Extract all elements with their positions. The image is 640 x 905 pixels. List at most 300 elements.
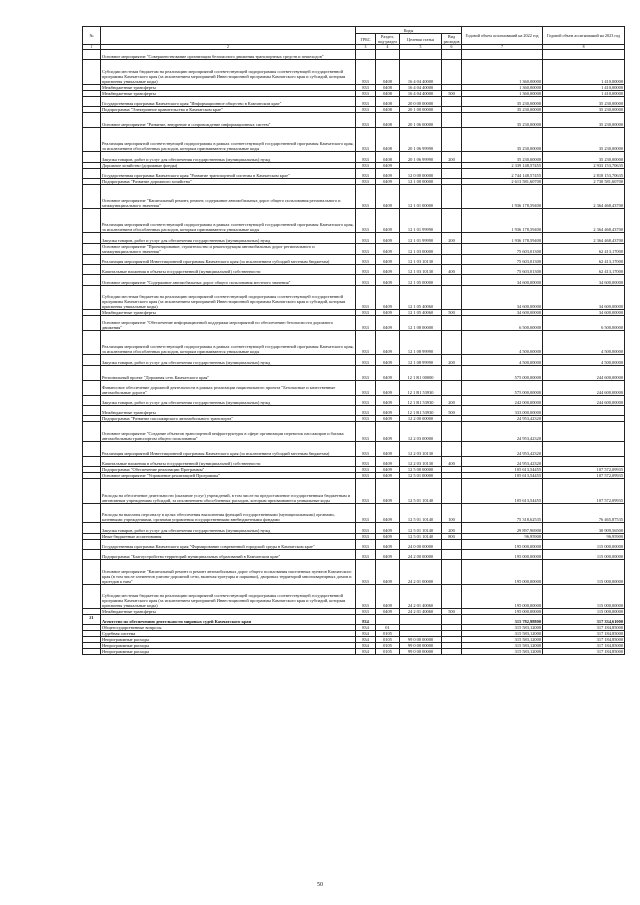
amount-2023: 317 184,85000 [543, 649, 625, 655]
target-code: 12 1 05 40060 [400, 310, 442, 316]
column-number-cell: 4 [376, 45, 400, 50]
section-code: 0409 [376, 310, 400, 316]
row-name: Реализация мероприятий соответствующей подпрограммы в рамках соответствующей государственной программы Камчатского края, за исключением обособленных расходов, которым присваиваются уникальные коды [101, 209, 356, 233]
target-header: Целевая статья [400, 34, 442, 45]
row-name: Межбюджетные трансферты [101, 406, 356, 416]
amount-2022: 29 897,96900 [462, 523, 543, 533]
grbs-code: 833 [356, 162, 376, 168]
expense-type-code: 500 [442, 90, 462, 96]
row-number [83, 275, 101, 285]
row-number [83, 503, 101, 523]
section-code: 0409 [376, 533, 400, 539]
expense-type-code [442, 380, 462, 395]
row-number [83, 243, 101, 254]
amount-2023: 62 413,17000 [543, 265, 625, 275]
row-number [83, 584, 101, 608]
row-name: Основное мероприятие "Управление реализацией Программы" [101, 473, 356, 479]
target-code: 12 1 R1 53930 [400, 395, 442, 405]
target-code: 12 1 R1 53930 [400, 406, 442, 416]
amount-2022: 35 230,00000 [462, 152, 543, 162]
amount-2022: 35 230,00000 [462, 96, 543, 106]
expense-type-code: 100 [442, 503, 462, 523]
expense-type-code [442, 479, 462, 503]
amount-2022: 105 613,54455 [462, 467, 543, 473]
table-row [83, 233, 625, 243]
amount-2023: 4 500,00000 [543, 355, 625, 365]
section-code: 0408 [376, 96, 400, 106]
amount-2023: 244 600,00000 [543, 395, 625, 405]
amount-2022: 195 000,00000 [462, 549, 543, 559]
page-number: 50 [317, 882, 323, 888]
section-code: 0409 [376, 265, 400, 275]
grbs-code: 833 [356, 112, 376, 127]
amount-2022: 333 000,00000 [462, 406, 543, 416]
target-code: 20 0 00 00000 [400, 96, 442, 106]
row-number [83, 365, 101, 380]
amount-2022: 195 000,00000 [462, 539, 543, 549]
amount-2023: 2 364 468,43700 [543, 184, 625, 208]
codes-header: Коды [356, 27, 462, 34]
row-number [83, 355, 101, 365]
grbs-code: 833 [356, 168, 376, 178]
section-code: 0409 [376, 467, 400, 473]
target-code: 99 0 00 00000 [400, 649, 442, 655]
section-header: Раздел, под-раздел [376, 34, 400, 45]
amount-2023: 244 600,00000 [543, 380, 625, 395]
amount-2023: 107 572,09935 [543, 479, 625, 503]
amount-2023: 6 500,00000 [543, 316, 625, 331]
expense-type-code: 200 [442, 152, 462, 162]
grbs-code: 833 [356, 395, 376, 405]
section-code: 0408 [376, 84, 400, 90]
amount-2023: 35 230,00000 [543, 96, 625, 106]
target-code: 12 1 03 10130 [400, 254, 442, 264]
grbs-code: 833 [356, 331, 376, 355]
table-row [83, 406, 625, 416]
row-name: Закупка товаров, работ и услуг для обеспечения государственных (муниципальных) нужд [101, 152, 356, 162]
target-code: 12 1 08 00000 [400, 316, 442, 331]
amount-2023: 317 334,61000 [543, 614, 625, 624]
row-number [83, 422, 101, 442]
amount-2022: 35 230,00000 [462, 127, 543, 151]
amount-2022: 96,95900 [462, 533, 543, 539]
grbs-code: 833 [356, 254, 376, 264]
target-code: 20 1 06 99990 [400, 152, 442, 162]
expense-type-code: 200 [442, 355, 462, 365]
amount-2023: 2 730 581,60700 [543, 178, 625, 184]
target-code: 12 5 00 00000 [400, 467, 442, 473]
grbs-code: 833 [356, 243, 376, 254]
expense-type-code: 500 [442, 406, 462, 416]
amount-2022: 1 936 178,59400 [462, 209, 543, 233]
grbs-code: 833 [356, 355, 376, 365]
row-name: Основное мероприятие "Создание объектов транспортной инфраструктуры в сфере организации перевозок пассажиров и багажа автомобильным транспортом общего пользования" [101, 422, 356, 442]
amount-2022: 34 600,00000 [462, 285, 543, 309]
grbs-code: 833 [356, 96, 376, 106]
grbs-code [356, 50, 376, 60]
amount-2023: 35 230,00000 [543, 112, 625, 127]
expense-type-code: 500 [442, 310, 462, 316]
amount-2022: 195 000,00000 [462, 560, 543, 584]
table-row [83, 549, 625, 559]
target-code: 24 2 00 00000 [400, 549, 442, 559]
amount-2023: 34 600,00000 [543, 310, 625, 316]
section-code: 0409 [376, 168, 400, 178]
table-row [83, 316, 625, 331]
target-code: 12 0 00 00000 [400, 168, 442, 178]
row-name: Расходы на обеспечение деятельности (оказание услуг) учреждений, в том числе на предоставление государственным бюджетным и автономным учреждениям субсидий, за исключением обособленных расходов, которым присваиваются уникальные коды [101, 479, 356, 503]
expense-type-code [442, 285, 462, 309]
section-code: 0105 [376, 643, 400, 649]
grbs-code: 833 [356, 584, 376, 608]
grbs-code: 834 [356, 614, 376, 624]
section-code: 0409 [376, 178, 400, 184]
section-code: 0409 [376, 355, 400, 365]
row-name: Подпрограмма "Развитие пассажирского автомобильного транспорта" [101, 416, 356, 422]
row-number [83, 254, 101, 264]
expense-type-code [442, 127, 462, 151]
amount-2023: 76 465,87535 [543, 503, 625, 523]
grbs-code: 833 [356, 539, 376, 549]
amount-2023: 244 600,00000 [543, 365, 625, 380]
expense-type-code [442, 112, 462, 127]
grbs-code: 833 [356, 106, 376, 112]
expense-type-code [442, 50, 462, 60]
row-name: Финансовое обеспечение дорожной деятельности в рамках реализации национального проекта "Безопасные и качественные автомобильные дороги" [101, 380, 356, 395]
expense-type-code [442, 442, 462, 457]
col-no-header: № [83, 27, 101, 45]
row-number [83, 457, 101, 467]
expense-type-code [442, 584, 462, 608]
row-name: Агентство по обеспечению деятельности мировых судей Камчатского края [101, 614, 356, 624]
section-code: 0409 [376, 365, 400, 380]
grbs-code: 833 [356, 416, 376, 422]
amount-2023: 34 600,00000 [543, 275, 625, 285]
amount-2022: 35 230,00000 [462, 112, 543, 127]
amount-2022: 105 613,54455 [462, 479, 543, 503]
amount-2022: 315 782,98800 [462, 614, 543, 624]
target-code: 12 5 01 00000 [400, 473, 442, 479]
grbs-code: 833 [356, 275, 376, 285]
column-number-cell: 5 [400, 45, 442, 50]
row-name: Реализация мероприятий соответствующей подпрограммы в рамках соответствующей государственной программы Камчатского края, за исключением обособленных расходов, которым присваиваются уникальные коды [101, 331, 356, 355]
grbs-code: 833 [356, 467, 376, 473]
target-code: 12 1 01 00000 [400, 184, 442, 208]
table-row [83, 395, 625, 405]
target-code [400, 50, 442, 60]
amount-2022: 4 500,00000 [462, 355, 543, 365]
table-row [83, 442, 625, 457]
row-name: Иные бюджетные ассигнования [101, 533, 356, 539]
row-name: Межбюджетные трансферты [101, 608, 356, 614]
amount-2022: 75 603,01300 [462, 254, 543, 264]
row-name: Региональный проект "Дорожная сеть Камчатского края" [101, 365, 356, 380]
row-name: Основное мероприятие "Развитие, внедрение и сопровождение информационных систем" [101, 112, 356, 127]
amount-2022: 75 318,62535 [462, 503, 543, 523]
table-row [83, 127, 625, 151]
grbs-code: 833 [356, 310, 376, 316]
row-name: Межбюджетные трансферты [101, 84, 356, 90]
row-number [83, 442, 101, 457]
section-code: 0409 [376, 608, 400, 614]
target-code: 24 2 01 40060 [400, 584, 442, 608]
section-code: 0409 [376, 442, 400, 457]
column-number-cell: 6 [442, 45, 462, 50]
table-row [83, 243, 625, 254]
expense-type-code: 400 [442, 265, 462, 275]
table-row [83, 479, 625, 503]
grbs-code: 833 [356, 60, 376, 84]
grbs-code: 833 [356, 479, 376, 503]
target-code: 12 2 03 10130 [400, 442, 442, 457]
amount-2023: 115 000,00000 [543, 539, 625, 549]
row-number [83, 479, 101, 503]
target-code: 12 1 R1 00000 [400, 365, 442, 380]
row-number [83, 60, 101, 84]
amount-2022: 6 500,00000 [462, 316, 543, 331]
table-row [83, 152, 625, 162]
amount-2022: 242 000,00000 [462, 395, 543, 405]
table-row [83, 209, 625, 233]
row-number [83, 549, 101, 559]
section-code: 0105 [376, 637, 400, 643]
section-code: 0408 [376, 112, 400, 127]
row-name: Судебная система [101, 631, 356, 637]
amount-2022: 315 583,12000 [462, 625, 543, 631]
amount-2022: 315 583,12000 [462, 631, 543, 637]
row-name: Субсидии местным бюджетам на реализацию мероприятий соответствующей подпрограммы соответствующей государственной программы Камчатского края (за исключением мероприятий Инвестиционной программы Камчатского края и субсидий, которым присвоены уникальные коды) [101, 60, 356, 84]
row-number [83, 331, 101, 355]
row-name: Непрограммные расходы [101, 649, 356, 655]
row-name: Государственная программа Камчатского края "Формирование современной городской среды в Камчатском крае" [101, 539, 356, 549]
table-row [83, 60, 625, 84]
target-code: 12 5 01 10140 [400, 523, 442, 533]
amount-2023: 1 410,00000 [543, 60, 625, 84]
expense-type-code: 200 [442, 523, 462, 533]
row-name: Межбюджетные трансферты [101, 310, 356, 316]
amount-2023 [543, 422, 625, 442]
amount-2022: 34 600,00000 [462, 275, 543, 285]
expense-type-code [442, 254, 462, 264]
amount-2023: 30 909,56500 [543, 523, 625, 533]
column-number-cell: 8 [543, 45, 625, 50]
target-code: 12 1 08 99990 [400, 355, 442, 365]
column-number-cell: 1 [83, 45, 101, 50]
expense-type-code: 200 [442, 395, 462, 405]
amount-2023: 1 410,00000 [543, 84, 625, 90]
section-code: 0408 [376, 60, 400, 84]
row-number [83, 285, 101, 309]
grbs-code: 833 [356, 316, 376, 331]
row-number [83, 168, 101, 178]
grbs-code: 834 [356, 649, 376, 655]
amount-2022: 105 613,54455 [462, 473, 543, 479]
expense-type-code [442, 549, 462, 559]
amount-2022: 4 500,00000 [462, 331, 543, 355]
target-code: 12 5 01 10140 [400, 503, 442, 523]
section-code: 0409 [376, 275, 400, 285]
table-row [83, 254, 625, 264]
table-row [83, 614, 625, 624]
section-code: 0409 [376, 584, 400, 608]
table-row [83, 503, 625, 523]
grbs-code: 833 [356, 560, 376, 584]
table-row [83, 112, 625, 127]
row-number [83, 127, 101, 151]
section-code: 0408 [376, 106, 400, 112]
amount-2022: 75 603,01300 [462, 243, 543, 254]
amount-2023: 1 410,00000 [543, 90, 625, 96]
target-code: 12 1 00 00000 [400, 178, 442, 184]
amount-2023: 35 230,00000 [543, 152, 625, 162]
row-number [83, 316, 101, 331]
amount-2023: 115 000,00000 [543, 560, 625, 584]
row-name: Расходы на выплаты персоналу в целях обеспечения выполнения функций государственными (муниципальными) органами, казенными учреждениями, органами управления государственными внебюджетными фондами [101, 503, 356, 523]
budget-table [82, 26, 625, 655]
amount-2022: 195 000,00000 [462, 584, 543, 608]
section-code: 0409 [376, 254, 400, 264]
row-number [83, 523, 101, 533]
expense-type-code [442, 168, 462, 178]
section-code: 0105 [376, 631, 400, 637]
amount-2022: 75 603,01300 [462, 265, 543, 275]
column-number-cell: 7 [462, 45, 543, 50]
row-name: Субсидии местным бюджетам на реализацию мероприятий соответствующей подпрограммы соответствующей государственной программы Камчатского края (за исключением мероприятий Инвестиционной программы Камчатского края и субсидий, которым присвоены уникальные коды) [101, 285, 356, 309]
table-row [83, 380, 625, 395]
row-number [83, 209, 101, 233]
column-number-cell: 2 [101, 45, 356, 50]
grbs-code: 833 [356, 503, 376, 523]
target-code: 12 2 00 00000 [400, 416, 442, 422]
amount-2023 [543, 406, 625, 416]
row-name: Закупка товаров, работ и услуг для обеспечения государственных (муниципальных) нужд [101, 355, 356, 365]
expense-type-code [442, 365, 462, 380]
row-number [83, 152, 101, 162]
row-name: Капитальные вложения в объекты государственной (муниципальной) собственности [101, 265, 356, 275]
row-name: Капитальные вложения в объекты государственной (муниципальной) собственности [101, 457, 356, 467]
row-name: Закупка товаров, работ и услуг для обеспечения государственных (муниципальных) нужд [101, 523, 356, 533]
expense-type-code [442, 243, 462, 254]
target-code: 12 5 01 10140 [400, 533, 442, 539]
target-code: 12 1 05 40060 [400, 285, 442, 309]
section-code: 0409 [376, 380, 400, 395]
amount-2022: 24 953,42320 [462, 422, 543, 442]
target-code: 12 1 01 99990 [400, 209, 442, 233]
table-row [83, 584, 625, 608]
table-row [83, 365, 625, 380]
grbs-code: 833 [356, 523, 376, 533]
amount-2023 [543, 50, 625, 60]
target-code: 12 1 05 00000 [400, 275, 442, 285]
expense-type-code [442, 422, 462, 442]
amount-2022: 24 953,42320 [462, 442, 543, 457]
row-name: Реализация мероприятий Инвестиционной программы Камчатского края (за исключением субсидий местным бюджетам) [101, 442, 356, 457]
amount-2022: 575 000,00000 [462, 365, 543, 380]
row-name: Подпрограмма "Электронное правительство в Камчатском крае" [101, 106, 356, 112]
expense-type-code: 200 [442, 233, 462, 243]
section-code: 0409 [376, 479, 400, 503]
row-name: Непрограммные расходы [101, 637, 356, 643]
amount-2023: 2 818 153,70635 [543, 168, 625, 178]
amount-2022: 1 936 178,59400 [462, 184, 543, 208]
amount-2022: 315 583,12000 [462, 637, 543, 643]
amount-2022: 34 600,00000 [462, 310, 543, 316]
amount-2022: 1 360,00000 [462, 60, 543, 84]
row-number [83, 395, 101, 405]
grbs-code: 833 [356, 233, 376, 243]
amount-2023: 2 364 468,43700 [543, 233, 625, 243]
expense-type-code [442, 614, 462, 624]
target-code: 12 1 01 99990 [400, 233, 442, 243]
expense-type-code: 800 [442, 533, 462, 539]
row-name: Закупка товаров, работ и услуг для обеспечения государственных (муниципальных) нужд [101, 233, 356, 243]
table-row [83, 50, 625, 60]
budget-table-sheet [82, 26, 624, 655]
row-number: 21 [83, 614, 101, 624]
grbs-code: 833 [356, 152, 376, 162]
amount-2023: 2 933 153,70635 [543, 162, 625, 168]
amount-2022: 2 744 148,57455 [462, 168, 543, 178]
amount-2022: 35 230,00000 [462, 106, 543, 112]
row-number [83, 649, 101, 655]
table-row [83, 649, 625, 655]
grbs-code: 833 [356, 209, 376, 233]
expense-type-code: 400 [442, 457, 462, 467]
column-number-cell: 3 [356, 45, 376, 50]
row-name: Реализация мероприятий соответствующей подпрограммы в рамках соответствующей государственной программы Камчатского края, за исключением обособленных расходов, которым присваиваются уникальные коды [101, 127, 356, 151]
amount-2023: 115 000,00000 [543, 549, 625, 559]
section-code: 0409 [376, 406, 400, 416]
table-row [83, 331, 625, 355]
row-number [83, 560, 101, 584]
target-code: 12 1 08 99990 [400, 331, 442, 355]
target-code: 24 2 01 00000 [400, 560, 442, 584]
row-name: Дорожное хозяйство (дорожные фонды) [101, 162, 356, 168]
section-code: 0409 [376, 209, 400, 233]
row-number [83, 112, 101, 127]
table-row [83, 96, 625, 106]
expense-type-code: 500 [442, 608, 462, 614]
row-name: Основное мероприятие "Проектирование, строительство и реконструкция автомобильных дорог регионального и межмуниципального значения" [101, 243, 356, 254]
target-code: 16 4 04 40000 [400, 60, 442, 84]
amount-2023: 317 184,85000 [543, 637, 625, 643]
section-code: 0409 [376, 233, 400, 243]
section-code: 0409 [376, 473, 400, 479]
target-code: 24 2 01 40060 [400, 608, 442, 614]
grbs-code: 833 [356, 178, 376, 184]
expense-type-code [442, 316, 462, 331]
amount-2023: 62 413,17000 [543, 254, 625, 264]
section-code [376, 614, 400, 624]
amount-2023 [543, 457, 625, 467]
expense-type-code [442, 96, 462, 106]
grbs-code: 833 [356, 549, 376, 559]
grbs-code: 834 [356, 625, 376, 631]
row-name: Общегосударственные вопросы [101, 625, 356, 631]
expense-type-code [442, 539, 462, 549]
amount-2022: 315 583,12000 [462, 649, 543, 655]
expense-type-code [442, 209, 462, 233]
target-code: 12 1 03 00000 [400, 243, 442, 254]
amount-2023: 115 000,00000 [543, 584, 625, 608]
table-row [83, 539, 625, 549]
section-code [376, 50, 400, 60]
expense-type-code [442, 60, 462, 84]
amount-2023 [543, 442, 625, 457]
amount-2022: 195 000,00000 [462, 608, 543, 614]
grbs-code: 834 [356, 643, 376, 649]
section-code: 0409 [376, 523, 400, 533]
